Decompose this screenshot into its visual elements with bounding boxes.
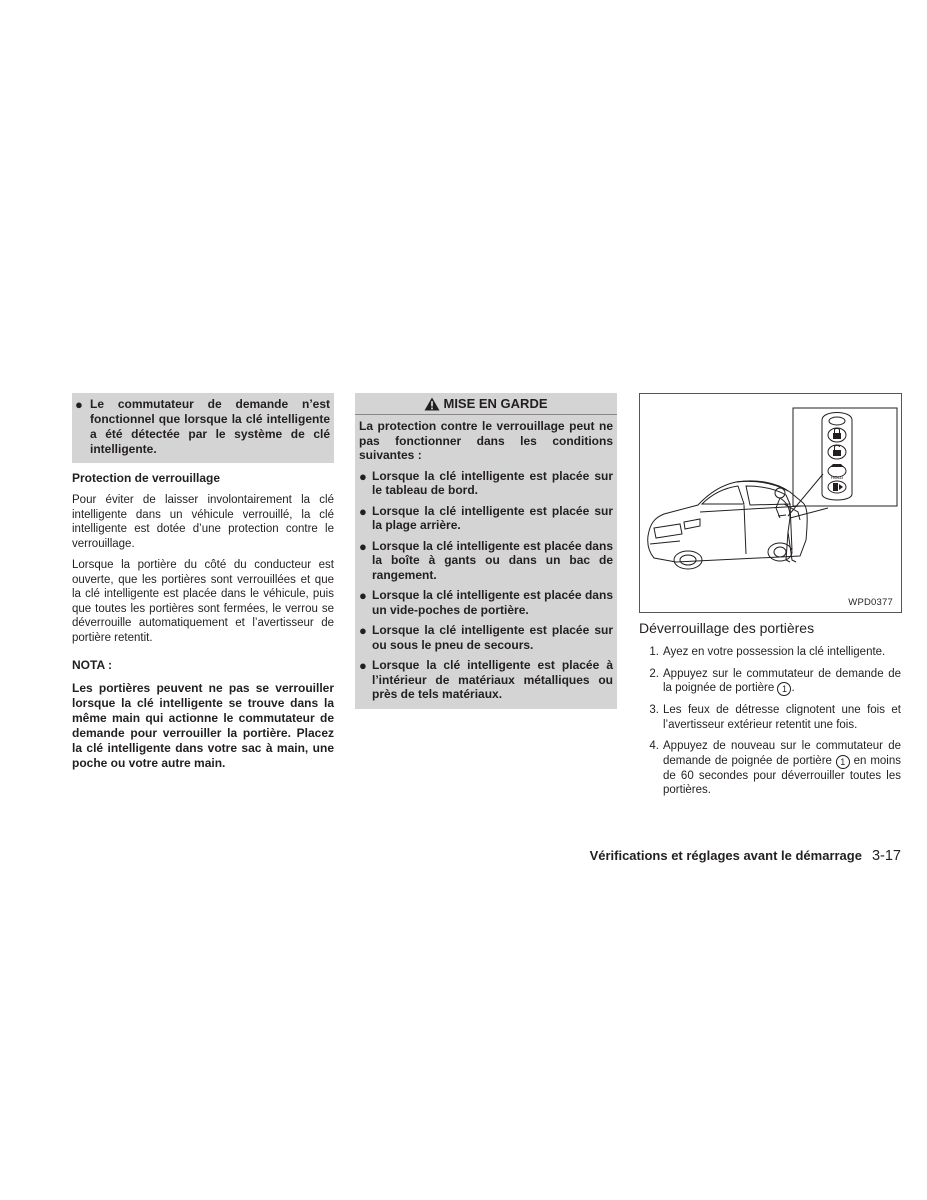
nota-text: Les portières peuvent ne pas se verrouiller lorsque la clé intelligente se trouve dans la même main qui actionne le commutateur de demande pour verrouiller la portière. Placez la clé intelligente dans votre sac à main, une poche ou votre autre main.	[72, 681, 334, 770]
step-text-post: .	[791, 682, 795, 694]
list-item	[639, 703, 901, 732]
figure-car-unlock	[639, 393, 902, 613]
key-hold-label: HOLD	[830, 475, 844, 480]
step-number: 4.	[649, 740, 659, 752]
bullet-dot-icon: ●	[359, 658, 367, 673]
callout-number-icon: 1	[836, 755, 850, 769]
figure-code: WPD0377	[848, 597, 893, 608]
note-bullet-text: Le commutateur de demande n’est fonctionnel que lorsque la clé intelligente a été détectée par le système de clé intelligente.	[90, 397, 330, 456]
paragraph-2: Lorsque la portière du côté du conducteur est ouverte, que les portières sont verrouillées et que la clé intelligente est placée dans le véhicule, puis que toutes les portières sont fermées, le verrou se déverrouille automatiquement et l’avertisseur de portière retentit.	[72, 559, 334, 644]
warning-bullet	[359, 539, 613, 583]
bullet-dot-icon: ●	[359, 588, 367, 603]
list-item	[639, 739, 901, 798]
right-column	[639, 393, 901, 805]
steps-list	[639, 645, 901, 798]
note-box	[72, 393, 334, 463]
page-footer	[540, 848, 901, 864]
warning-bullet	[359, 658, 613, 702]
list-item	[639, 645, 901, 660]
step-text	[663, 667, 901, 697]
bullet-dot-icon: ●	[359, 538, 367, 554]
step-number: 3.	[649, 704, 659, 716]
list-item	[639, 667, 901, 697]
step-text-pre: Appuyez de nouveau sur le commutateur de demande de poignée de portière	[663, 740, 901, 767]
warning-bullet-text: Lorsque la clé intelligente est placée dans la boîte à gants ou dans un bac de rangement.	[372, 538, 613, 582]
figure-caption: Déverrouillage des portières	[639, 620, 815, 636]
footer-section-title: Vérifications et réglages avant le démarrage	[589, 848, 862, 863]
page-number: 3-17	[871, 848, 901, 864]
warning-bullet-text: Lorsque la clé intelligente est placée sur la plage arrière.	[372, 503, 613, 532]
warning-content	[355, 415, 617, 702]
note-bullet	[75, 397, 330, 457]
warning-bullet-text: Lorsque la clé intelligente est placée à l’intérieur de matériaux métalliques ou près de tels matériaux.	[372, 658, 613, 701]
warning-intro: La protection contre le verrouillage peut ne pas fonctionner dans les conditions suivantes :	[359, 419, 613, 462]
bullet-dot-icon: ●	[359, 623, 367, 638]
bullet-dot-icon: ●	[359, 468, 367, 484]
left-column	[72, 393, 334, 771]
warning-bullet-text: Lorsque la clé intelligente est placée sur le tableau de bord.	[372, 468, 613, 497]
nota-label: NOTA :	[72, 658, 112, 672]
bullet-dot-icon: ●	[359, 503, 367, 519]
callout-number-icon: 1	[777, 682, 791, 696]
warning-header	[355, 393, 617, 415]
step-number: 1.	[649, 646, 659, 658]
warning-bullet-text: Lorsque la clé intelligente est placée dans un vide-poches de portière.	[372, 588, 613, 617]
bullet-dot-icon: ●	[75, 397, 83, 412]
paragraph-1: Pour éviter de laisser involontairement la clé intelligente dans un véhicule verrouillé, la clé intelligente est dotée d’une protection contre le verrouillage.	[72, 494, 334, 550]
warning-title: MISE EN GARDE	[443, 396, 548, 411]
warning-bullet	[359, 504, 613, 533]
warning-box	[355, 393, 617, 709]
subheading-protection: Protection de verrouillage	[72, 471, 221, 485]
car-illustration	[640, 394, 901, 612]
warning-bullet	[359, 588, 613, 617]
step-text: Les feux de détresse clignotent une fois et l’avertisseur extérieur retentit une fois.	[663, 704, 901, 731]
warning-bullet-text: Lorsque la clé intelligente est placée sur ou sous le pneu de secours.	[372, 623, 613, 652]
step-text-post: en moins de 60 secondes pour déverrouiller toutes les portières.	[663, 754, 901, 796]
step-text: Ayez en votre possession la clé intelligente.	[663, 646, 886, 658]
warning-column	[355, 393, 617, 709]
step-text-pre: Appuyez sur le commutateur de demande de la poignée de portière	[663, 667, 901, 694]
step-number: 2.	[649, 667, 659, 680]
warning-triangle-icon	[424, 397, 440, 411]
step-text	[663, 739, 901, 798]
warning-bullet	[359, 469, 613, 498]
warning-bullet	[359, 623, 613, 652]
